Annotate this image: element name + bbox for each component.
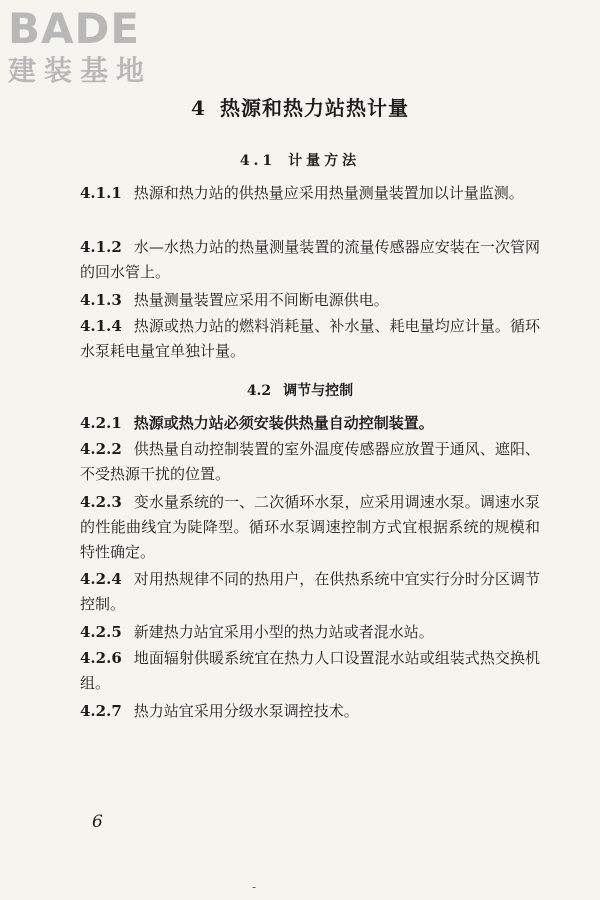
chapter-title-text: 热源和热力站热计量 [219,96,409,120]
clause-number: 4.2.2 [80,440,122,458]
clause-4-1-4 [80,314,540,364]
section-number: 4.2 [246,383,272,399]
clause-number: 4.2.7 [80,702,122,720]
section-title-text: 调节与控制 [283,383,354,399]
footer-mark: - [252,880,257,894]
clause-text: 热源或热力站的燃料消耗量、补水量、耗电量均应计量。循环水泵耗电量宜单独计量。 [80,317,540,360]
clause-4-2-1 [80,411,540,436]
clause-text: 供热量自动控制装置的室外温度传感器应放置于通风、遮阳、不受热源干扰的位置。 [80,440,540,483]
section-number: 4.1 [239,153,277,169]
bade-logo [8,6,178,88]
clause-4-2-7 [80,699,540,724]
clause-number: 4.2.3 [80,493,122,511]
clause-number: 4.1.1 [80,184,122,202]
clause-4-1-1 [80,181,540,206]
chapter-title [0,92,600,121]
clause-text: 热力站宜采用分级水泵调控技术。 [133,702,359,720]
clause-text: 变水量系统的一、二次循环水泵，应采用调速水泵。调速水泵的性能曲线宜为陡降型。循环水泵调速控制方式宜根据系统的规模和特性确定。 [80,493,540,561]
clause-text: 热量测量装置应采用不间断电源供电。 [133,291,389,309]
clause-text: 地面辐射供暖系统宜在热力人口设置混水站或组装式热交换机组。 [80,649,540,692]
section-title-4-2 [0,380,600,400]
clause-4-2-4 [80,567,540,617]
chapter-number: 4 [191,96,206,120]
clause-number: 4.1.4 [80,317,122,335]
clause-4-2-3 [80,490,540,565]
clause-number: 4.1.2 [80,238,122,256]
clause-number: 4.1.3 [80,291,122,309]
section-title-text: 计量方法 [288,153,361,169]
clause-number: 4.2.6 [80,649,122,667]
clause-text: 对用热规律不同的热用户，在供热系统中宜实行分时分区调节控制。 [80,570,540,613]
clause-4-1-2 [80,235,540,285]
clause-4-1-3 [80,288,540,313]
clause-text: 新建热力站宜采用小型的热力站或者混水站。 [133,623,434,641]
clause-number: 4.2.4 [80,570,122,588]
clause-text: 水—水热力站的热量测量装置的流量传感器应安装在一次管网的回水管上。 [80,238,540,281]
clause-text: 热源和热力站的供热量应采用热量测量装置加以计量监测。 [133,184,524,202]
clause-number: 4.2.5 [80,623,122,641]
section-title-4-1 [0,150,600,170]
clause-4-2-6 [80,646,540,696]
clause-text: 热源或热力站必须安装供热量自动控制装置。 [133,414,434,432]
page-number: 6 [92,812,103,832]
clause-4-2-2 [80,437,540,487]
logo-wordmark: BADE [8,4,141,53]
clause-4-2-5 [80,620,540,645]
logo-subtitle: 建装基地 [8,54,153,87]
clause-number: 4.2.1 [80,414,122,432]
